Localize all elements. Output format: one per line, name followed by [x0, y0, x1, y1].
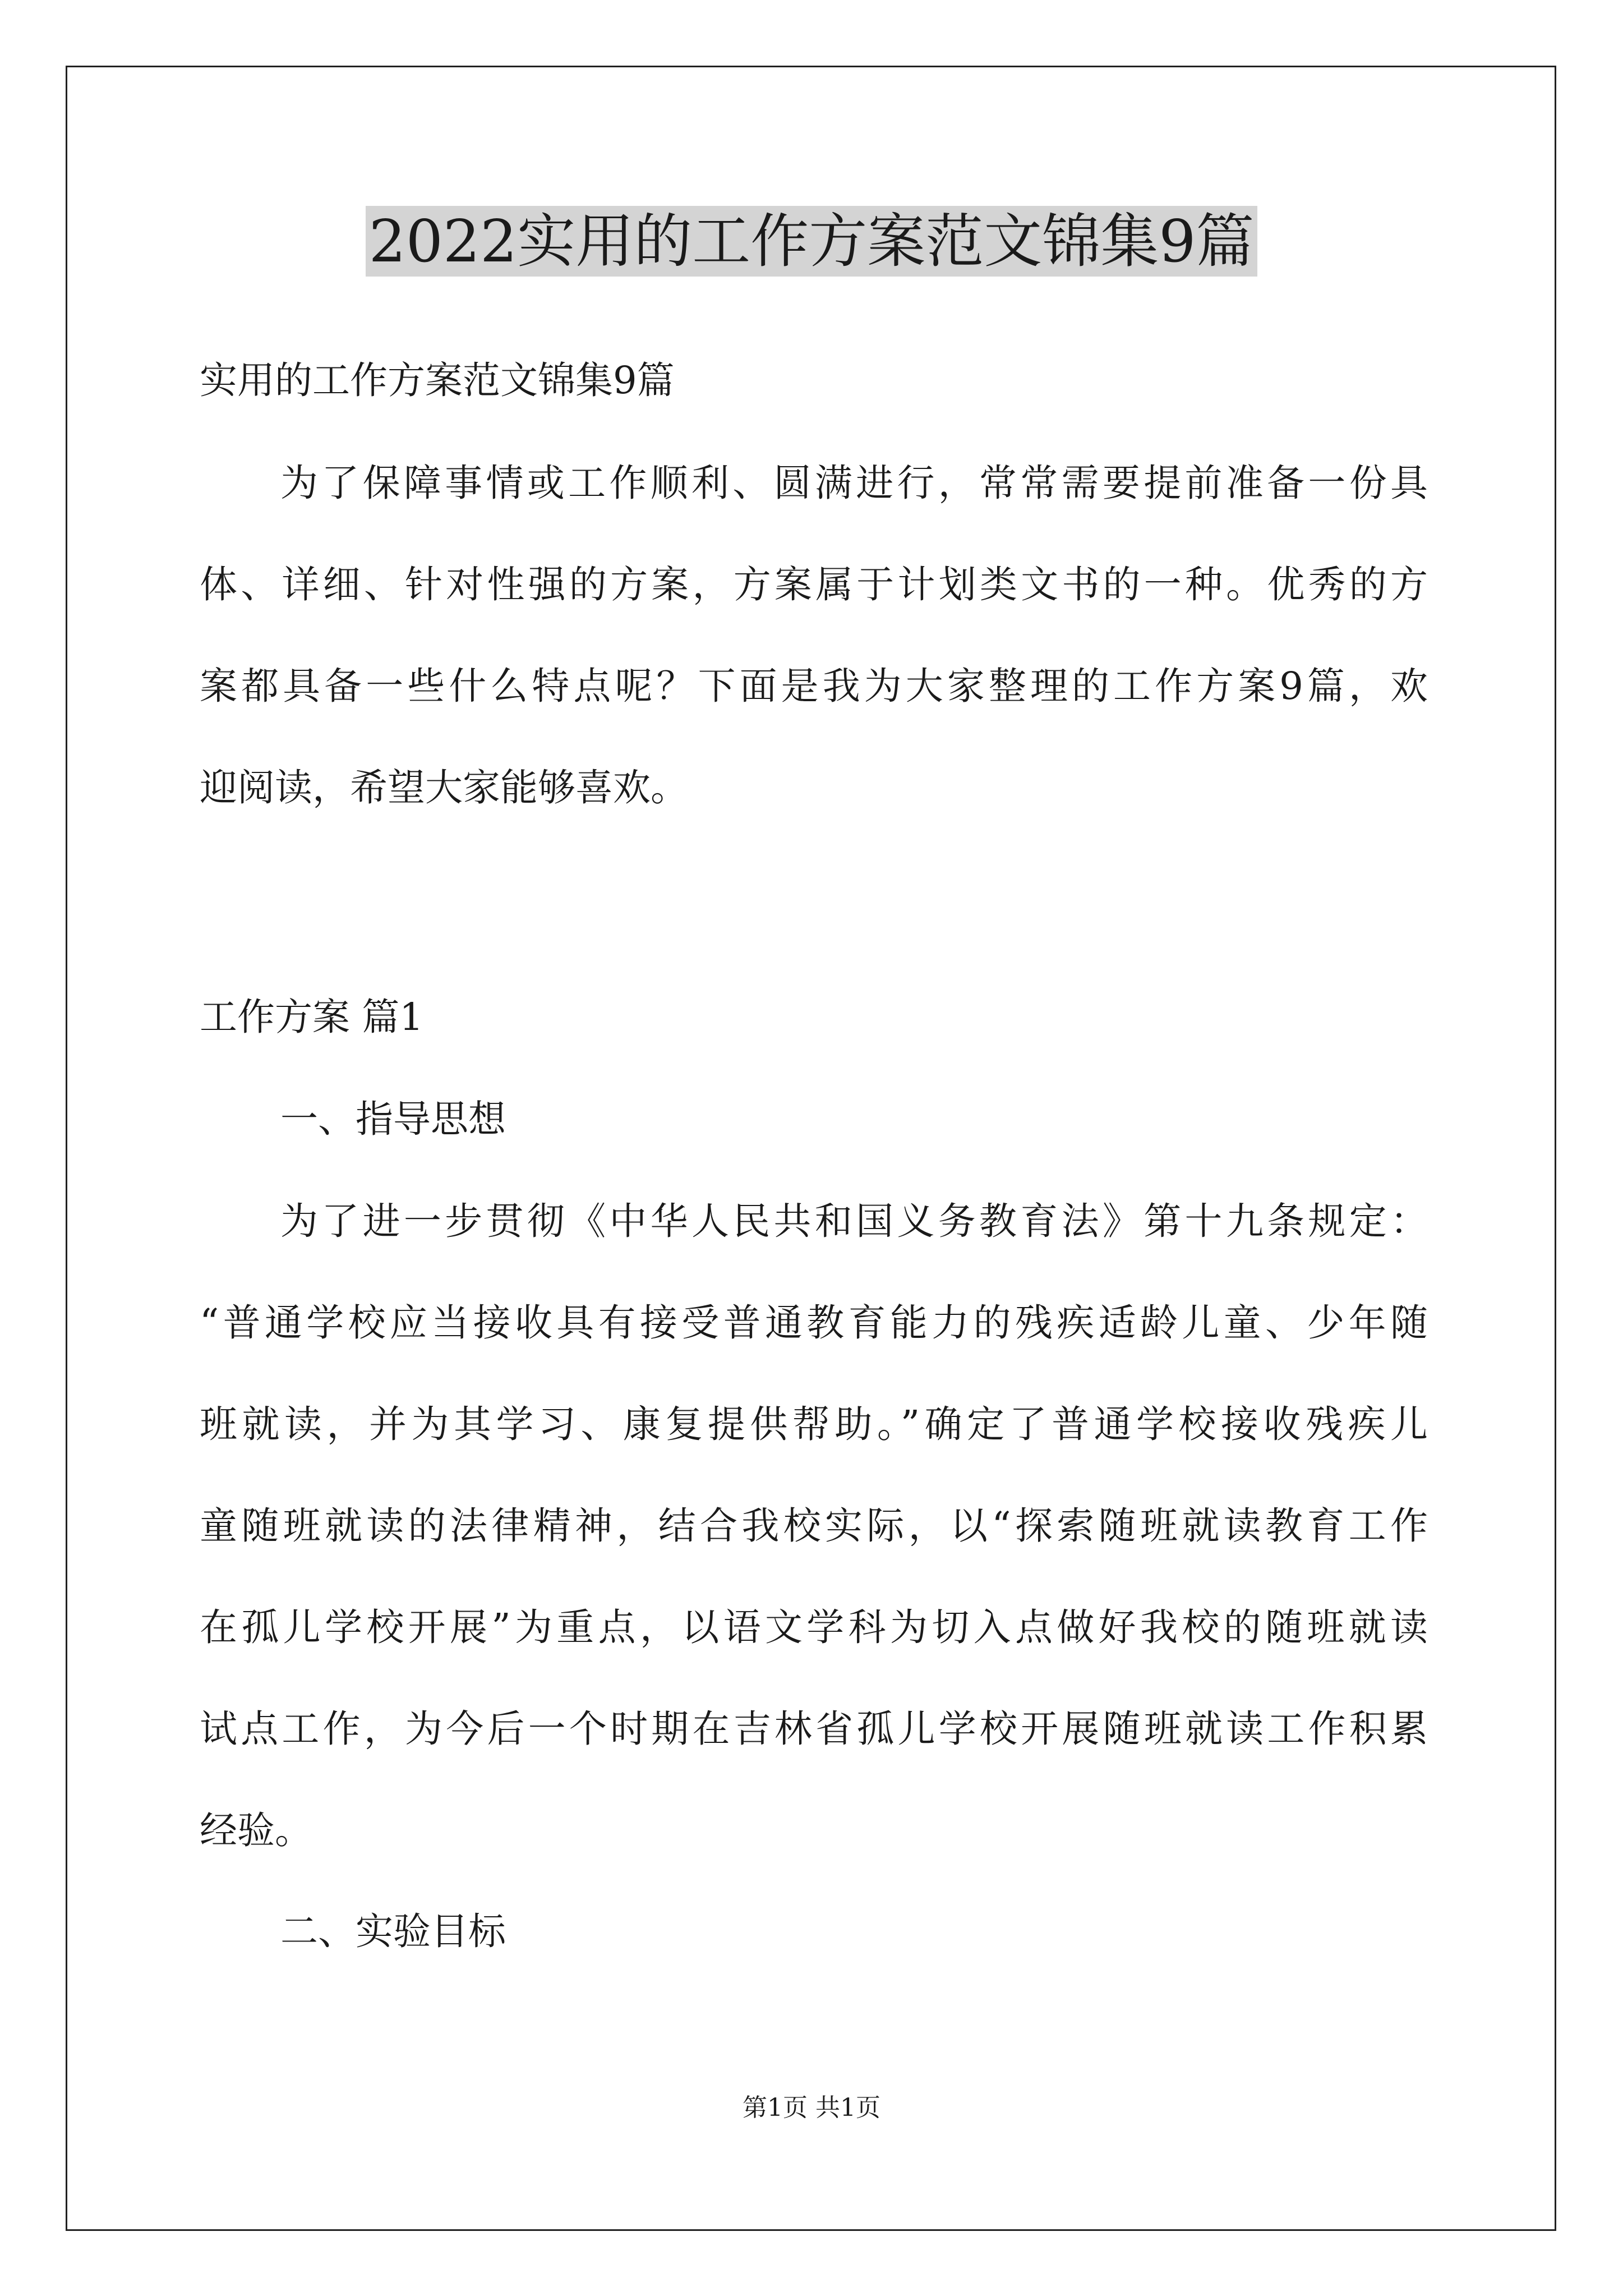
- page-footer: 第1页 共1页: [743, 2093, 880, 2122]
- item1-line: 在孤儿学校开展”为重点，以语文学科为切入点做好我校的随班就读: [200, 1605, 1428, 1649]
- item-heading: 二、实验目标: [280, 1910, 506, 1953]
- item1-line: 童随班就读的法律精神，结合我校实际，以“探索随班就读教育工作: [200, 1504, 1428, 1548]
- intro-line: 为了保障事情或工作顺利、圆满进行，常常需要提前准备一份具: [280, 461, 1428, 505]
- document-title-text: 2022实用的工作方案范文锦集9篇: [366, 206, 1258, 277]
- intro-paragraph: [200, 458, 1428, 864]
- item1-line: 经验。: [200, 1809, 312, 1852]
- item-heading: 一、指导思想: [280, 1097, 506, 1141]
- item1-line: 试点工作，为今后一个时期在吉林省孤儿学校开展随班就读工作积累: [200, 1707, 1428, 1751]
- document-title: [0, 202, 1623, 280]
- item1-paragraph: [200, 1196, 1428, 1907]
- intro-line: 体、详细、针对性强的方案，方案属于计划类文书的一种。优秀的方: [200, 563, 1428, 606]
- intro-line: 迎阅读，希望大家能够喜欢。: [200, 766, 688, 809]
- document-subtitle: 实用的工作方案范文锦集9篇: [200, 358, 675, 402]
- item1-line: “普通学校应当接收具有接受普通教育能力的残疾适龄儿童、少年随: [200, 1301, 1428, 1345]
- item1-line: 为了进一步贯彻《中华人民共和国义务教育法》第十九条规定：: [280, 1199, 1428, 1243]
- item1-line: 班就读，并为其学习、康复提供帮助。”确定了普通学校接收残疾儿: [200, 1402, 1428, 1446]
- intro-line: 案都具备一些什么特点呢？下面是我为大家整理的工作方案9篇，欢: [200, 664, 1428, 708]
- section-heading: 工作方案 篇1: [200, 995, 423, 1039]
